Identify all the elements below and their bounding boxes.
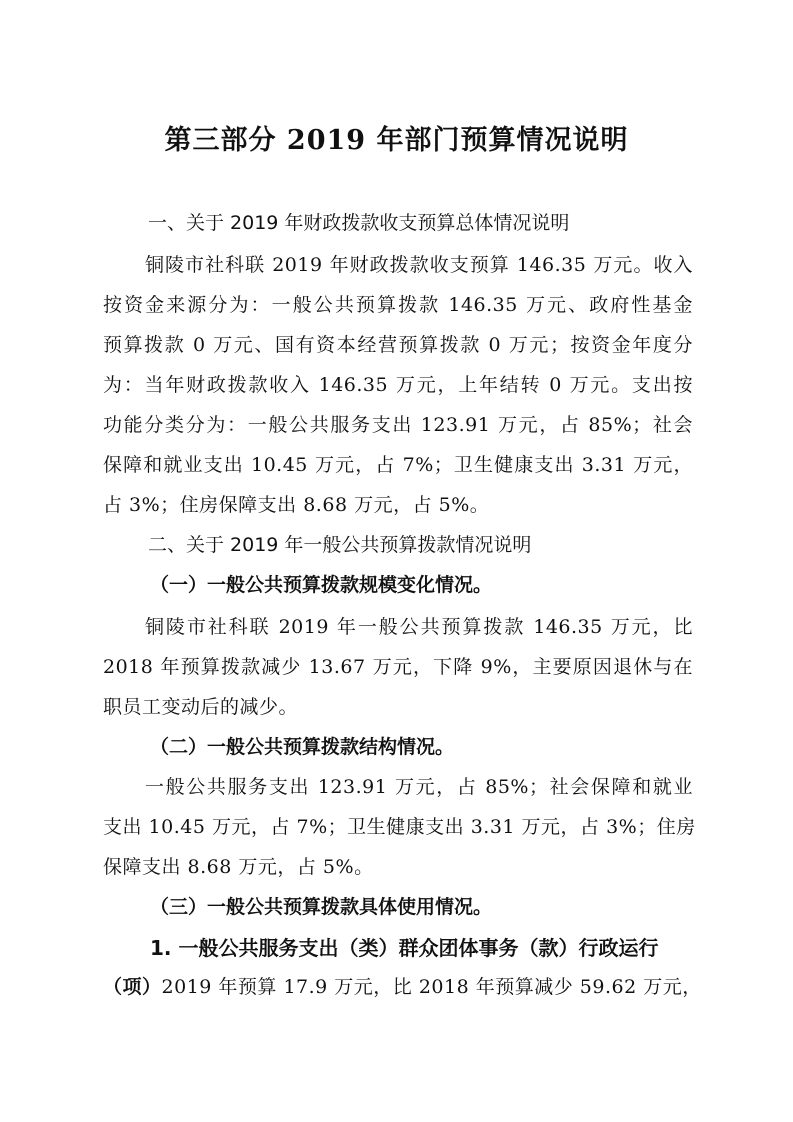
paragraph-line: 占 3%；住房保障支出 8.68 万元，占 5%。 xyxy=(103,494,490,516)
subsection-3-heading: （三）一般公共预算拨款具体使用情况。 xyxy=(150,896,493,918)
paragraph-line: 职员工变动后的减少。 xyxy=(103,696,299,718)
paragraph-line: 铜陵市社科联 2019 年一般公共预算拨款 146.35 万元，比 xyxy=(145,616,693,638)
paragraph-line: 2018 年预算拨款减少 13.67 万元，下降 9%，主要原因退休与在 xyxy=(103,656,693,678)
paragraph-line: 按资金来源分为：一般公共预算拨款 146.35 万元、政府性基金 xyxy=(103,294,693,316)
paragraph-line: 功能分类分为：一般公共服务支出 123.91 万元，占 85%；社会 xyxy=(103,414,693,436)
subsection-2-heading: （二）一般公共预算拨款结构情况。 xyxy=(150,736,455,758)
paragraph-line: 支出 10.45 万元，占 7%；卫生健康支出 3.31 万元，占 3%；住房 xyxy=(103,816,696,838)
paragraph-line: 铜陵市社科联 2019 年财政拨款收支预算 146.35 万元。收入 xyxy=(145,254,693,276)
item-1-bold-prefix: （项） xyxy=(103,976,162,998)
item-1-text: 2019 年预算 17.9 万元，比 2018 年预算减少 59.62 万元， xyxy=(161,976,702,998)
paragraph-line: 一般公共服务支出 123.91 万元，占 85%；社会保障和就业 xyxy=(145,776,693,798)
paragraph-line: 预算拨款 0 万元、国有资本经营预算拨款 0 万元；按资金年度分 xyxy=(103,334,693,356)
section-1-heading: 一、关于 2019 年财政拨款收支预算总体情况说明 xyxy=(148,212,570,234)
section-2-heading: 二、关于 2019 年一般公共预算拨款情况说明 xyxy=(148,534,532,556)
paragraph-line xyxy=(103,972,702,999)
paragraph-line: 保障支出 8.68 万元，占 5%。 xyxy=(103,856,374,878)
paragraph-line: 保障和就业支出 10.45 万元，占 7%；卫生健康支出 3.31 万元， xyxy=(103,454,693,476)
item-1-heading: 1. 一般公共服务支出（类）群众团体事务（款）行政运行 xyxy=(150,936,659,960)
subsection-1-heading: （一）一般公共预算拨款规模变化情况。 xyxy=(150,574,493,596)
paragraph-line: 为：当年财政拨款收入 146.35 万元，上年结转 0 万元。支出按 xyxy=(103,374,693,396)
page-title: 第三部分 2019 年部门预算情况说明 xyxy=(164,125,629,156)
